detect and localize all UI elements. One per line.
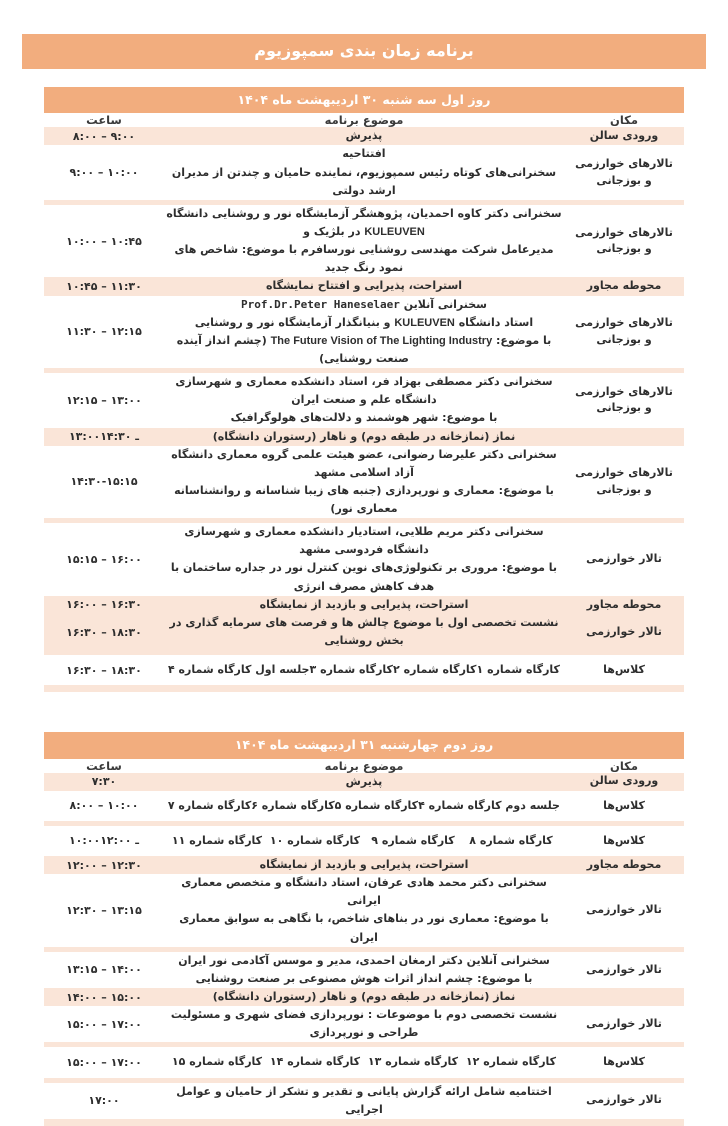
workshop-row bbox=[44, 655, 684, 685]
row-topic: سخنرانی دکتر مصطفی بهزاد فر، استاد دانشکده معماری و شهرسازی دانشگاه علم و صنعت ایران با موضوع: شهر هوشمند و دلالت‌های هولوگرافیک bbox=[164, 373, 564, 427]
col-header-time: ساعت bbox=[44, 759, 164, 773]
table-row bbox=[44, 446, 684, 519]
workshop-cell: کارگاه شماره ۳ bbox=[309, 663, 393, 677]
day2-table-footer-bar bbox=[44, 1119, 684, 1126]
row-time: ۱۶:۳۰ – ۱۸:۳۰ bbox=[44, 614, 164, 650]
tables-spacer bbox=[22, 692, 706, 732]
day1-table-wrap bbox=[44, 113, 684, 692]
row-topic-workshops bbox=[164, 655, 564, 685]
row-topic: سخنرانی دکتر محمد هادی عرفان، استاد دانشگاه و متخصص معماری ایرانی با موضوع: معماری نور در بناهای شاخص، با نگاهی به سوابق معماری ایران bbox=[164, 874, 564, 947]
day2-table bbox=[44, 759, 684, 1119]
day2-table-wrap bbox=[44, 759, 684, 1126]
row-topic: نشست تخصصی اول با موضوع چالش ها و فرصت های سرمایه گذاری در بخش روشنایی bbox=[164, 614, 564, 650]
row-place: محوطه مجاور bbox=[564, 856, 684, 874]
day2-column-headers bbox=[44, 759, 684, 773]
row-place: تالار خوارزمی bbox=[564, 1083, 684, 1119]
row-topic: سخنرانی دکتر مریم طلایی، استادیار دانشکده معماری و شهرسازی دانشگاه فردوسی مشهد با موضوع: مروری بر تکنولوژی‌های نوین کنترل نور در جداره ساختمان با هدف کاهش مصرف انرژی bbox=[164, 523, 564, 596]
table-row bbox=[44, 952, 684, 988]
row-place: تالارهای خوارزمی و بوزجانی bbox=[564, 145, 684, 199]
row-topic: پذیرش bbox=[164, 773, 564, 791]
row-topic: نماز (نمازخانه در طبقه دوم) و ناهار (رستوران دانشگاه) bbox=[164, 428, 564, 446]
workshop-cell: کارگاه شماره ۲ bbox=[393, 663, 477, 677]
day1-rows bbox=[44, 127, 684, 685]
workshop-cell: کارگاه شماره ۱۳ bbox=[367, 1055, 459, 1069]
row-time: ۱۴:۰۰ – ۱۵:۰۰ bbox=[44, 988, 164, 1006]
row-time: ۱۰:۰۰ – ۱۰:۴۵ bbox=[44, 205, 164, 278]
row-time: ۷:۳۰ bbox=[44, 773, 164, 791]
day1-head bbox=[44, 113, 684, 127]
schedule-page bbox=[0, 34, 728, 1116]
row-topic: افتتاحیه سخنرانی‌های کوتاه رئیس سمپوزیوم، نماینده حامیان و چندتن از مدیران ارشد دولتی bbox=[164, 145, 564, 199]
table-row bbox=[44, 428, 684, 446]
row-place: محوطه مجاور bbox=[564, 596, 684, 614]
table-row bbox=[44, 127, 684, 145]
row-place: تالارهای خوارزمی و بوزجانی bbox=[564, 205, 684, 278]
workshop-cell: کارگاه شماره ۸ bbox=[469, 833, 553, 847]
workshop-cell: کارگاه شماره ۹ bbox=[371, 833, 455, 847]
row-topic-workshops bbox=[164, 791, 564, 821]
table-row bbox=[44, 523, 684, 596]
row-topic-workshops bbox=[164, 826, 564, 856]
table-row bbox=[44, 874, 684, 947]
table-row bbox=[44, 614, 684, 650]
row-time: ۸:۰۰ – ۱۰:۰۰ bbox=[44, 791, 164, 821]
row-topic: استراحت، پذیرایی و بازدید از نمایشگاه bbox=[164, 596, 564, 614]
row-place: تالار خوارزمی bbox=[564, 1006, 684, 1042]
col-header-topic: موضوع برنامه bbox=[164, 759, 564, 773]
table-row bbox=[44, 856, 684, 874]
table-row bbox=[44, 145, 684, 199]
row-topic: استراحت، پذیرایی و افتتاح نمایشگاه bbox=[164, 277, 564, 295]
row-time: ۱۲:۱۵ – ۱۳:۰۰ bbox=[44, 373, 164, 427]
row-topic: پذیرش bbox=[164, 127, 564, 145]
row-place: تالارهای خوارزمی و بوزجانی bbox=[564, 296, 684, 369]
row-time: ۱۳:۱۵ – ۱۴:۰۰ bbox=[44, 952, 164, 988]
row-place bbox=[564, 428, 684, 446]
row-time: ۱۶:۳۰ – ۱۸:۳۰ bbox=[44, 655, 164, 685]
page-title: برنامه زمان بندی سمپوزیوم bbox=[22, 34, 706, 69]
workshop-cell: کارگاه شماره ۷ bbox=[167, 798, 252, 812]
table-row bbox=[44, 596, 684, 614]
col-header-time: ساعت bbox=[44, 113, 164, 127]
row-time: ۸:۰۰ – ۹:۰۰ bbox=[44, 127, 164, 145]
day2-head bbox=[44, 759, 684, 773]
row-place: تالار خوارزمی bbox=[564, 952, 684, 988]
day1-title-band: روز اول سه شنبه ۳۰ اردیبهشت ماه ۱۴۰۴ bbox=[44, 87, 684, 113]
row-time: ۱۰:۰۰ـ ۱۲:۰۰ bbox=[44, 826, 164, 856]
row-time: ۱۳:۰۰ـ ۱۴:۳۰ bbox=[44, 428, 164, 446]
table-row bbox=[44, 1006, 684, 1042]
workshop-cell: جلسه دوم کارگاه شماره ۴ bbox=[418, 798, 560, 812]
row-place: تالارهای خوارزمی و بوزجانی bbox=[564, 373, 684, 427]
row-time: ۱۱:۳۰ – ۱۲:۱۵ bbox=[44, 296, 164, 369]
table-row bbox=[44, 773, 684, 791]
workshop-cell: کارگاه شماره ۱۴ bbox=[269, 1055, 361, 1069]
row-topic: سخنرانی دکتر کاوه احمدیان، پژوهشگر آزمایشگاه نور و روشنایی دانشگاه KULEUVEN در بلژیک و مدیرعامل شرکت مهندسی روشنایی نورسافرم با موضوع: شاخص های نمود رنگ جدید bbox=[164, 205, 564, 278]
table-row bbox=[44, 988, 684, 1006]
day2-title-band: روز دوم چهارشنبه ۳۱ اردیبهشت ماه ۱۴۰۴ bbox=[44, 732, 684, 758]
workshop-cell: جلسه اول کارگاه شماره ۴ bbox=[167, 663, 310, 677]
col-header-place: مکان bbox=[564, 759, 684, 773]
row-place bbox=[564, 988, 684, 1006]
row-time: ۱۲:۰۰ – ۱۲:۳۰ bbox=[44, 856, 164, 874]
row-time: ۱۰:۴۵ – ۱۱:۳۰ bbox=[44, 277, 164, 295]
row-time: ۹:۰۰ – ۱۰:۰۰ bbox=[44, 145, 164, 199]
row-place: ورودی سالن bbox=[564, 127, 684, 145]
row-topic: نماز (نمازخانه در طبقه دوم) و ناهار (رستوران دانشگاه) bbox=[164, 988, 564, 1006]
row-topic: نشست تخصصی دوم با موضوعات : نورپردازی فضای شهری و مسئولیت طراحی و نورپردازی bbox=[164, 1006, 564, 1042]
row-place: کلاس‌ها bbox=[564, 1047, 684, 1077]
row-place: کلاس‌ها bbox=[564, 655, 684, 685]
col-header-place: مکان bbox=[564, 113, 684, 127]
row-time: ۱۷:۰۰ bbox=[44, 1083, 164, 1119]
workshop-row bbox=[44, 826, 684, 856]
workshop-row bbox=[44, 791, 684, 821]
workshop-row bbox=[44, 1047, 684, 1077]
row-place: تالارهای خوارزمی و بوزجانی bbox=[564, 446, 684, 519]
row-topic: سخنرانی دکتر علیرضا رضوانی، عضو هیئت علمی گروه معماری دانشگاه آزاد اسلامی مشهد با موضوع: معماری و نورپردازی (جنبه های زیبا شناسانه و روانشناسانه معماری نور) bbox=[164, 446, 564, 519]
row-place: تالار خوارزمی bbox=[564, 874, 684, 947]
workshop-cell: کارگاه شماره ۵ bbox=[334, 798, 419, 812]
workshop-cell: کارگاه شماره ۱۱ bbox=[171, 833, 263, 847]
row-time: ۱۴:۳۰-۱۵:۱۵ bbox=[44, 446, 164, 519]
row-time: ۱۵:۰۰ – ۱۷:۰۰ bbox=[44, 1006, 164, 1042]
row-time: ۱۵:۱۵ – ۱۶:۰۰ bbox=[44, 523, 164, 596]
workshop-cell: کارگاه شماره ۱۵ bbox=[171, 1055, 263, 1069]
table-row bbox=[44, 296, 684, 369]
table-row bbox=[44, 1083, 684, 1119]
row-place: تالار خوارزمی bbox=[564, 523, 684, 596]
row-time: ۱۶:۰۰ – ۱۶:۳۰ bbox=[44, 596, 164, 614]
day1-column-headers bbox=[44, 113, 684, 127]
row-topic: سخنرانی آنلاین دکتر ارمغان احمدی، مدیر و موسس آکادمی نور ایران با موضوع: چشم انداز اثرات هوش مصنوعی بر صنعت روشنایی bbox=[164, 952, 564, 988]
table-row bbox=[44, 205, 684, 278]
day1-table-footer-bar bbox=[44, 685, 684, 692]
col-header-topic: موضوع برنامه bbox=[164, 113, 564, 127]
workshop-cell: کارگاه شماره ۱۲ bbox=[465, 1055, 557, 1069]
row-place: کلاس‌ها bbox=[564, 826, 684, 856]
row-place: تالار خوارزمی bbox=[564, 614, 684, 650]
row-topic: سخنرانی آنلاین Prof.Dr.Peter Haneselaer استاد دانشگاه KULEUVEN و بنیانگذار آزمایشگاه نور و روشنایی با موضوع: The Future Vision of The Lighting Industry (چشم انداز آینده صنعت روشنایی) bbox=[164, 296, 564, 369]
day2-rows bbox=[44, 773, 684, 1119]
row-topic: استراحت، پذیرایی و بازدید از نمایشگاه bbox=[164, 856, 564, 874]
row-topic-workshops bbox=[164, 1047, 564, 1077]
workshop-cell: کارگاه شماره ۱۰ bbox=[269, 833, 361, 847]
row-time: ۱۵:۰۰ – ۱۷:۰۰ bbox=[44, 1047, 164, 1077]
workshop-cell: کارگاه شماره ۶ bbox=[251, 798, 335, 812]
row-topic: اختتامیه شامل ارائه گزارش پایانی و تقدیر و تشکر از حامیان و عوامل اجرایی bbox=[164, 1083, 564, 1119]
day1-table bbox=[44, 113, 684, 685]
table-row bbox=[44, 373, 684, 427]
row-place: محوطه مجاور bbox=[564, 277, 684, 295]
row-place: ورودی سالن bbox=[564, 773, 684, 791]
table-row bbox=[44, 277, 684, 295]
row-place: کلاس‌ها bbox=[564, 791, 684, 821]
row-time: ۱۲:۳۰ – ۱۳:۱۵ bbox=[44, 874, 164, 947]
workshop-cell: کارگاه شماره ۱ bbox=[476, 663, 560, 677]
